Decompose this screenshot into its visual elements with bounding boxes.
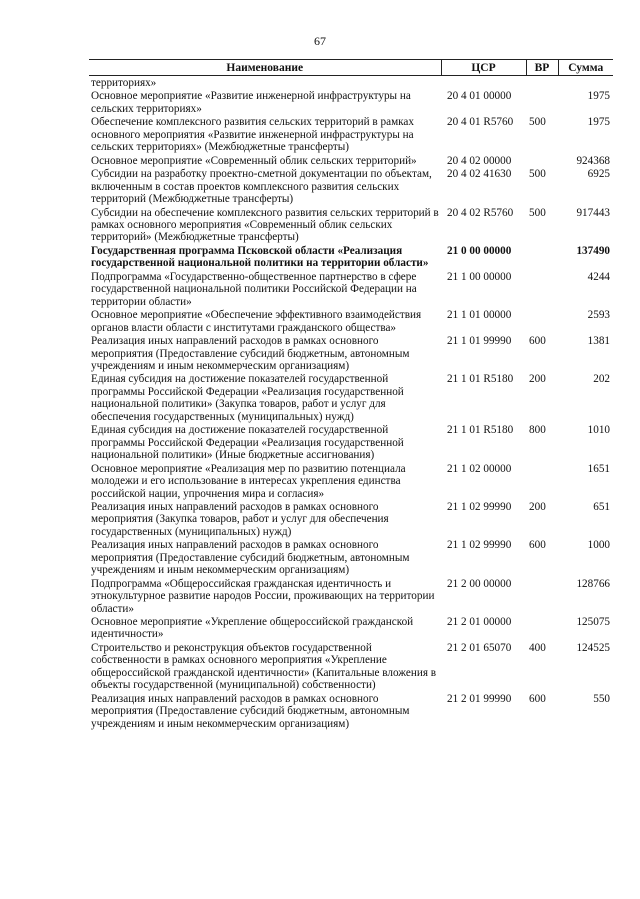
cell-name: Основное мероприятие «Укрепление общероссийской гражданской идентичности»: [91, 616, 414, 641]
cell-vr: [526, 244, 558, 270]
table-row: [89, 372, 613, 423]
table-row: [89, 423, 613, 461]
page-number: 67: [314, 34, 326, 48]
cell-csr: 21 1 00 00000: [447, 270, 512, 283]
cell-sum: 1381: [587, 335, 610, 348]
cell-vr: [526, 154, 558, 167]
cell-sum: 550: [593, 692, 610, 705]
header-csr: ЦСР: [441, 60, 526, 76]
cell-vr: 800: [529, 424, 546, 437]
cell-sum: 137490: [576, 244, 610, 257]
table-row: [89, 334, 613, 372]
table-row: [89, 500, 613, 538]
cell-name: Субсидии на обеспечение комплексного развития сельских территорий в рамках основного мероприятия «Современный облик сельских территорий» (Межбюджетные трансферты): [91, 206, 439, 244]
cell-sum: 1010: [587, 424, 610, 437]
header-name: Наименование: [89, 60, 441, 76]
cell-csr: 21 1 01 R5180: [447, 424, 514, 437]
cell-name: Реализация иных направлений расходов в рамках основного мероприятия (Предоставление субсидий бюджетным, автономным учреждениям и иным некоммерческим организациям): [91, 539, 410, 577]
cell-name: Основное мероприятие «Реализация мер по развитию потенциала молодежи и его использование в интересах укрепления единства российской нации, упрочнения мира и согласия»: [91, 462, 406, 500]
cell-sum: [558, 76, 613, 90]
table-row: [89, 615, 613, 641]
table-row: [89, 76, 613, 90]
cell-csr: 21 2 01 99990: [447, 692, 512, 705]
cell-csr: 20 4 02 41630: [447, 168, 512, 181]
cell-vr: 500: [529, 168, 546, 181]
cell-name: Основное мероприятие «Обеспечение эффективного взаимодействия органов власти области с институтами гражданского общества»: [91, 309, 422, 334]
cell-sum: 917443: [576, 206, 610, 219]
cell-csr: 21 1 01 R5180: [447, 373, 514, 386]
cell-csr: 20 4 01 00000: [447, 90, 512, 103]
cell-sum: 651: [593, 500, 610, 513]
cell-csr: 21 2 01 65070: [447, 641, 512, 654]
cell-vr: 500: [529, 206, 546, 219]
cell-vr: 500: [529, 116, 546, 129]
cell-sum: 125075: [576, 616, 610, 629]
cell-vr: [526, 615, 558, 641]
cell-sum: 924368: [576, 154, 610, 167]
cell-name: Субсидии на разработку проектно-сметной документации по объектам, включенным в состав проектов комплексного развития сельских территорий (Межбюджетные трансферты): [91, 168, 432, 206]
cell-vr: [526, 577, 558, 615]
cell-csr: 21 2 00 00000: [447, 577, 512, 590]
cell-vr: 400: [529, 641, 546, 654]
table-row: [89, 89, 613, 115]
cell-vr: 600: [529, 692, 546, 705]
table-row: [89, 641, 613, 692]
cell-name: Основное мероприятие «Развитие инженерной инфраструктуры на сельских территориях»: [91, 90, 411, 115]
cell-vr: 200: [529, 373, 546, 386]
cell-vr: 600: [529, 539, 546, 552]
table-row: [89, 308, 613, 334]
cell-sum: 6925: [587, 168, 610, 181]
header-vr: ВР: [526, 60, 558, 76]
cell-sum: 1975: [587, 116, 610, 129]
cell-name: Единая субсидия на достижение показателей государственной программы Российской Федерации «Реализация государственной национальной политики» (Закупка товаров, работ и услуг для обеспечения государственных (муниципальных) нужд): [91, 373, 404, 423]
cell-vr: [526, 462, 558, 500]
cell-name: Подпрограмма «Государственно-общественное партнерство в сфере государственной национальной политики Российской Федерации на территории области»: [91, 270, 417, 308]
header-sum: Сумма: [558, 60, 613, 76]
cell-sum: 128766: [576, 577, 610, 590]
cell-name: Государственная программа Псковской области «Реализация государственной национальной политики на территории области»: [91, 244, 429, 270]
cell-csr: 20 4 02 R5760: [447, 206, 514, 219]
cell-sum: 2593: [587, 309, 610, 322]
cell-sum: 1651: [587, 462, 610, 475]
cell-name: Основное мероприятие «Современный облик сельских территорий»: [91, 154, 417, 167]
cell-name: Реализация иных направлений расходов в рамках основного мероприятия (Закупка товаров, работ и услуг для обеспечения государственных (муниципальных) нужд): [91, 500, 389, 538]
table-row: [89, 270, 613, 308]
table-row: [89, 244, 613, 270]
cell-csr: 21 1 01 99990: [447, 335, 512, 348]
cell-sum: 1975: [587, 90, 610, 103]
table-row: [89, 115, 613, 153]
cell-vr: [526, 308, 558, 334]
cell-sum: 124525: [576, 641, 610, 654]
cell-csr: 21 2 01 00000: [447, 616, 512, 629]
table-row: [89, 154, 613, 167]
table-row: [89, 577, 613, 615]
cell-name: Обеспечение комплексного развития сельских территорий в рамках основного мероприятия «Развитие инженерной инфраструктуры на сельских территориях» (Межбюджетные трансферты): [91, 116, 414, 154]
cell-sum: 4244: [587, 270, 610, 283]
table-row: [89, 167, 613, 205]
cell-name: Строительство и реконструкция объектов государственной собственности в рамках основного мероприятия «Укрепление общероссийской гражданской идентичности» (Капитальные вложения в объекты государственной (муниципальной) собственности): [91, 641, 437, 692]
cell-csr: 21 1 02 00000: [447, 462, 512, 475]
cell-csr: 21 1 02 99990: [447, 539, 512, 552]
cell-name: Реализация иных направлений расходов в рамках основного мероприятия (Предоставление субсидий бюджетным, автономным учреждениям и иным некоммерческим организациям): [91, 335, 410, 372]
cell-name: Реализация иных направлений расходов в рамках основного мероприятия (Предоставление субсидий бюджетным, автономным учреждениям и иным некоммерческим организациям): [91, 692, 410, 730]
table-header-row: [89, 60, 613, 76]
table-body: [89, 76, 613, 731]
cell-csr: [441, 76, 526, 90]
cell-vr: [526, 89, 558, 115]
table-row: [89, 206, 613, 244]
table-row: [89, 462, 613, 500]
cell-csr: 21 1 02 99990: [447, 500, 512, 513]
cell-sum: 1000: [587, 539, 610, 552]
cell-name: территориях»: [91, 77, 157, 89]
cell-csr: 20 4 02 00000: [447, 154, 512, 167]
table-row: [89, 538, 613, 576]
cell-csr: 21 0 00 00000: [447, 244, 512, 257]
budget-table: [89, 59, 613, 730]
cell-name: Единая субсидия на достижение показателей государственной программы Российской Федерации «Реализация государственной национальной политики» (Иные бюджетные ассигнования): [91, 424, 404, 462]
cell-sum: 202: [593, 373, 610, 386]
table-row: [89, 692, 613, 730]
cell-vr: 200: [529, 500, 546, 513]
cell-vr: [526, 76, 558, 90]
cell-csr: 20 4 01 R5760: [447, 116, 514, 129]
cell-vr: [526, 270, 558, 308]
cell-vr: 600: [529, 335, 546, 348]
cell-name: Подпрограмма «Общероссийская гражданская идентичность и этнокультурное развитие народов России, проживающих на территории области»: [91, 577, 435, 615]
cell-csr: 21 1 01 00000: [447, 309, 512, 322]
